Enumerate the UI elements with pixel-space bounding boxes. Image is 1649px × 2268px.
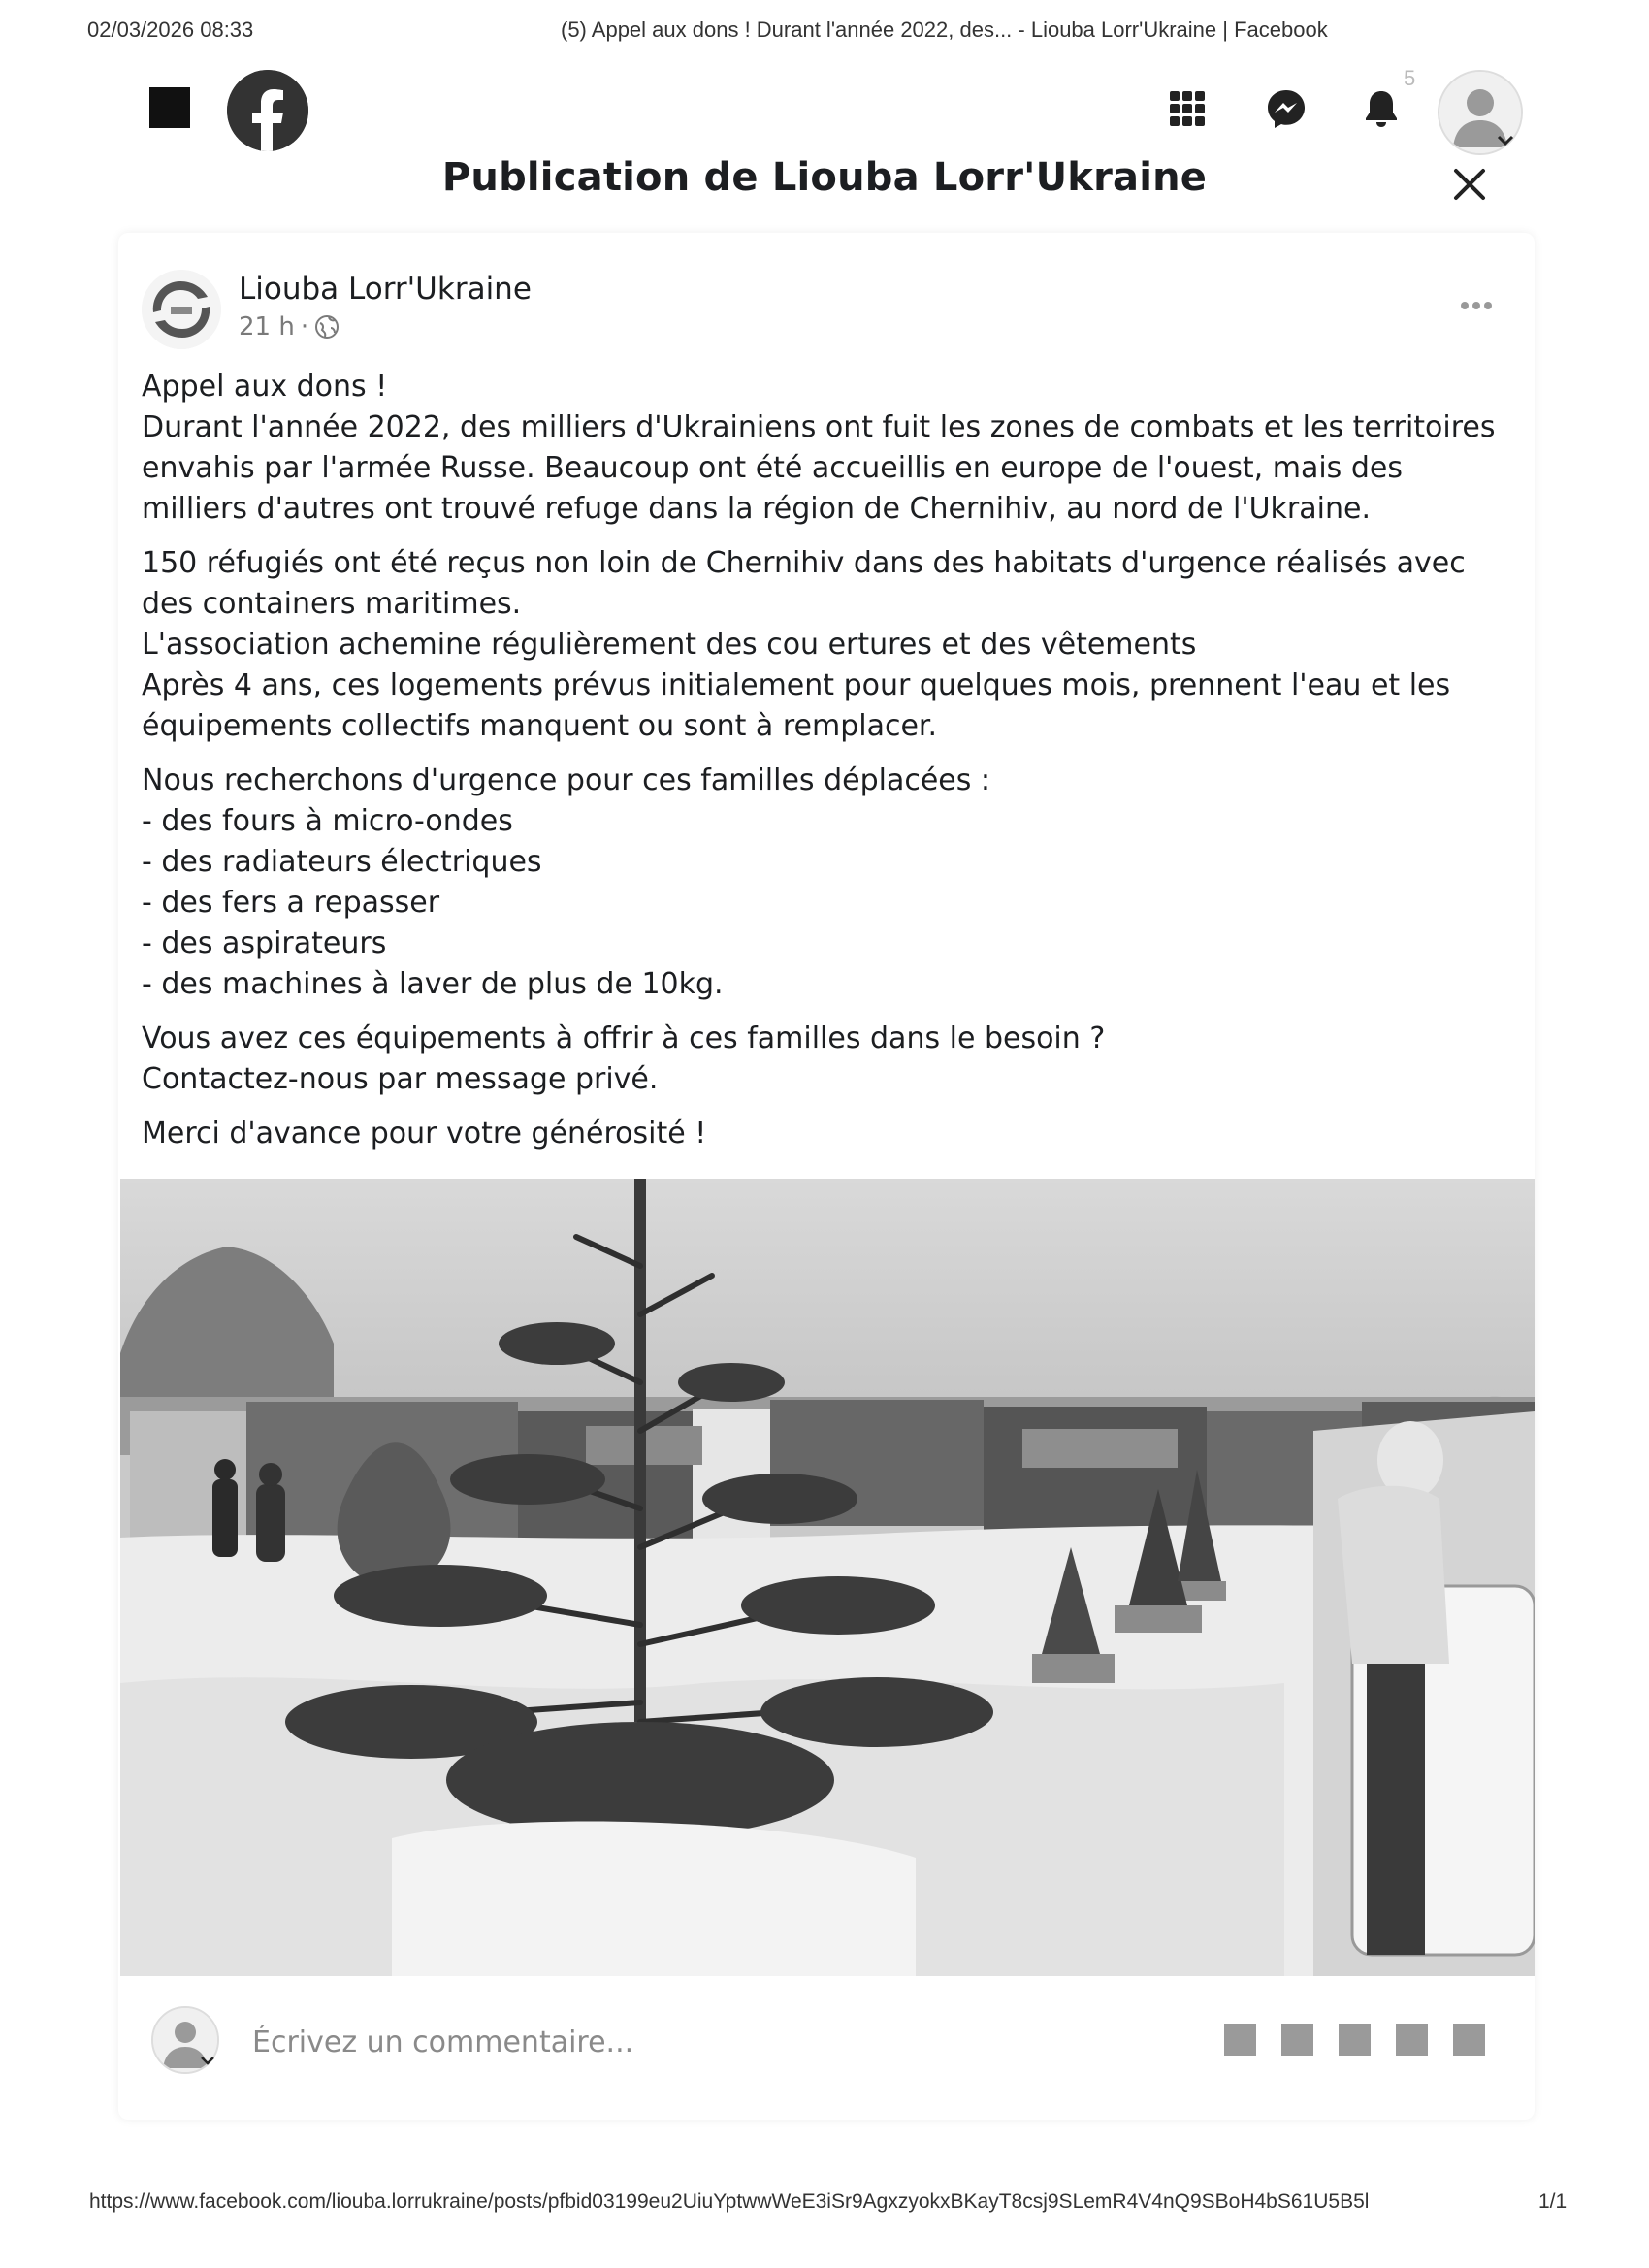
print-header bbox=[0, 17, 1649, 47]
paragraph-5 bbox=[142, 1114, 1500, 1154]
print-page-title: (5) Appel aux dons ! Durant l'année 2022, des... - Liouba Lorr'Ukraine | Facebook bbox=[561, 17, 1328, 42]
close-icon[interactable] bbox=[1448, 163, 1491, 206]
list-item: - des machines à laver de plus de 10kg. bbox=[142, 967, 724, 1001]
list-item: - des aspirateurs bbox=[142, 926, 387, 960]
dialog-title: Publication de Liouba Lorr'Ukraine bbox=[441, 155, 1208, 200]
text-line: L'association achemine régulièrement des cou ertures et des vêtements bbox=[142, 628, 1197, 662]
comment-input[interactable] bbox=[250, 2014, 1185, 2070]
print-url: https://www.facebook.com/liouba.lorrukraine/posts/pfbid03199eu2UiuYptwwWeE3iSr9AgxzyokxBKayT8csj9SLemR4V4nQ9SBoH4bS61U5B5l bbox=[89, 2190, 1370, 2213]
text-line: Vous avez ces équipements à offrir à ces familles dans le besoin ? bbox=[142, 1021, 1106, 1055]
page-avatar[interactable] bbox=[142, 270, 221, 349]
text-line: 150 réfugiés ont été reçus non loin de Chernihiv dans des habitats d'urgence réalisés avec des containers maritimes. bbox=[142, 546, 1466, 621]
chevron-down-icon[interactable] bbox=[1494, 128, 1517, 151]
comment-tool-icon[interactable] bbox=[1224, 2024, 1256, 2056]
paragraph-4 bbox=[142, 1019, 1500, 1100]
comment-tool-icon[interactable] bbox=[1281, 2024, 1313, 2056]
text-line: Durant l'année 2022, des milliers d'Ukrainiens ont fuit les zones de combats et les territoires envahis par l'armée Russe. Beaucoup ont été accueillis en europe de l'ouest, mais des milliers d'autres ont trouvé refuge dans la région de Chernihiv, au nord de l'Ukraine. bbox=[142, 410, 1496, 526]
page-name[interactable]: Liouba Lorr'Ukraine bbox=[239, 272, 532, 307]
facebook-logo-icon[interactable] bbox=[227, 70, 308, 151]
list-item: - des fours à micro-ondes bbox=[142, 804, 513, 838]
post-meta bbox=[239, 312, 340, 341]
paragraph-2 bbox=[142, 543, 1500, 747]
notification-count: 5 bbox=[1404, 66, 1416, 90]
comment-tool-icon[interactable] bbox=[1396, 2024, 1428, 2056]
comment-tool-icon[interactable] bbox=[1339, 2024, 1371, 2056]
text-line: Après 4 ans, ces logements prévus initialement pour quelques mois, prennent l'eau et les équipements collectifs manquent ou sont à remplacer. bbox=[142, 668, 1451, 743]
meta-separator: · bbox=[300, 312, 309, 341]
comment-tool-icon[interactable] bbox=[1453, 2024, 1485, 2056]
paragraph-3 bbox=[142, 761, 1500, 1005]
text-line: Nous recherchons d'urgence pour ces familles déplacées : bbox=[142, 763, 991, 797]
print-date: 02/03/2026 08:33 bbox=[87, 17, 254, 42]
paragraph-1 bbox=[142, 367, 1500, 530]
list-item: - des fers a repasser bbox=[142, 886, 440, 920]
print-page-number: 1/1 bbox=[1538, 2190, 1568, 2213]
messenger-icon[interactable] bbox=[1265, 87, 1308, 130]
text-line: Merci d'avance pour votre générosité ! bbox=[142, 1117, 707, 1150]
post-time[interactable]: 21 h bbox=[239, 312, 295, 341]
facebook-topbar bbox=[0, 60, 1649, 157]
more-options-icon[interactable] bbox=[1455, 291, 1498, 320]
post-photo[interactable] bbox=[120, 1179, 1535, 1976]
text-line: Contactez-nous par message privé. bbox=[142, 1062, 659, 1096]
square-icon[interactable] bbox=[149, 87, 190, 128]
grid-menu-icon[interactable] bbox=[1166, 87, 1209, 130]
bell-icon[interactable] bbox=[1360, 87, 1403, 130]
post-text bbox=[142, 367, 1500, 1168]
text-line: Appel aux dons ! bbox=[142, 370, 388, 404]
comment-tools bbox=[1224, 2024, 1485, 2056]
globe-icon bbox=[314, 314, 340, 340]
chevron-down-icon[interactable] bbox=[198, 2051, 217, 2070]
list-item: - des radiateurs électriques bbox=[142, 845, 542, 879]
